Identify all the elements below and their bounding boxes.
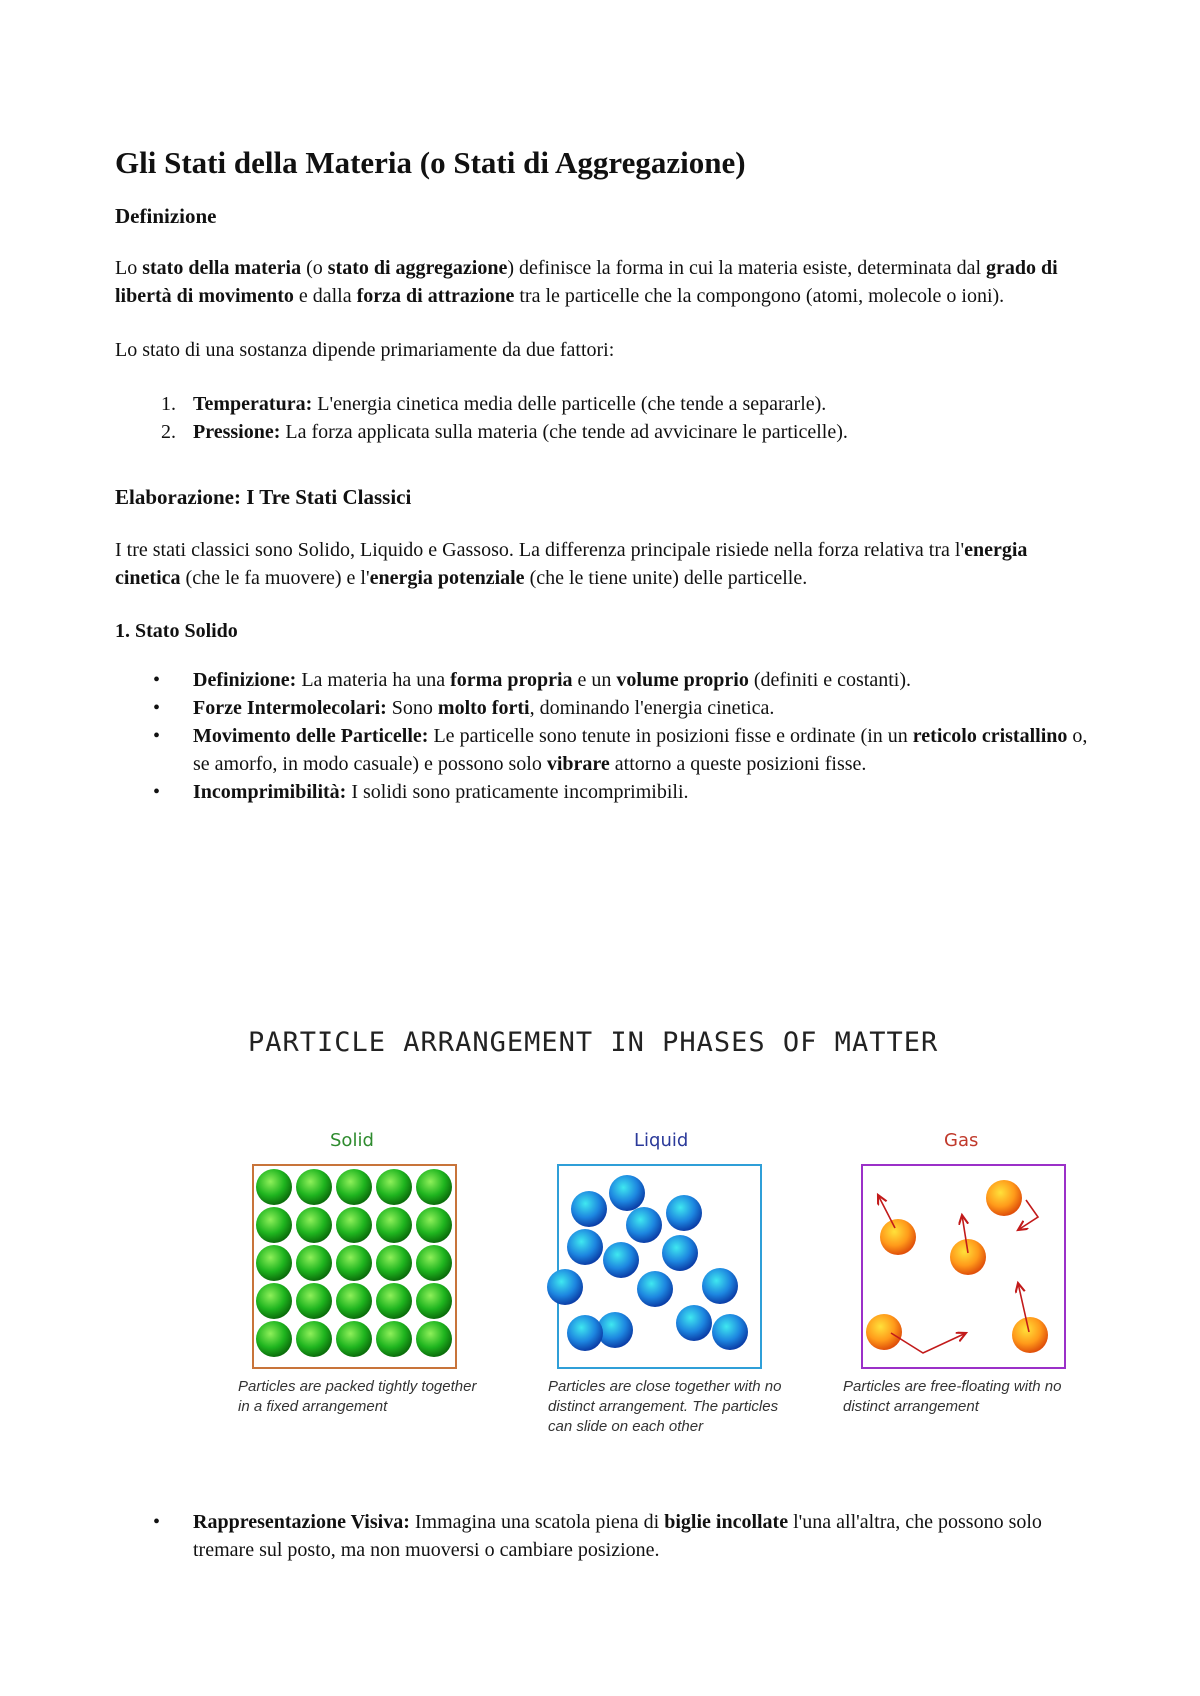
particle [416, 1321, 452, 1357]
particle [376, 1321, 412, 1357]
particle [662, 1235, 698, 1271]
particle [336, 1207, 372, 1243]
particle [880, 1219, 916, 1255]
figure-title: PARTICLE ARRANGEMENT IN PHASES OF MATTER [248, 1027, 939, 1058]
particle [986, 1180, 1022, 1216]
particle [376, 1207, 412, 1243]
factor-item: 1. Temperatura: L'energia cinetica media delle particelle (che tende a separarle). [161, 393, 827, 416]
particle [256, 1245, 292, 1281]
particle [296, 1245, 332, 1281]
particle [712, 1314, 748, 1350]
particle [416, 1169, 452, 1205]
page-title: Gli Stati della Materia (o Stati di Aggregazione) [115, 145, 746, 180]
gas-label: Gas [944, 1130, 979, 1151]
particle [376, 1245, 412, 1281]
factors-list [115, 390, 1090, 446]
particle [609, 1175, 645, 1211]
particle [416, 1245, 452, 1281]
factors-intro: Lo stato di una sostanza dipende primariamente da due fattori: [115, 339, 615, 362]
particle [256, 1207, 292, 1243]
particle [866, 1314, 902, 1350]
particle [336, 1321, 372, 1357]
elaboration-paragraph: I tre stati classici sono Solido, Liquido e Gassoso. La differenza principale risiede nella forza relativa tra l'energia cinetica (che le fa muovere) e l'energia potenziale (che le tiene unite) delle particelle. [115, 538, 1028, 589]
list-item: • Incomprimibilità: I solidi sono praticamente incomprimibili. [153, 780, 689, 803]
gas-caption: Particles are free-floating with no distinct arrangement [843, 1378, 1062, 1415]
particle [571, 1191, 607, 1227]
definition-heading: Definizione [115, 204, 217, 229]
particle [637, 1271, 673, 1307]
arrow-icon [891, 1333, 966, 1353]
list-item: • Movimento delle Particelle: Le particelle sono tenute in posizioni fisse e ordinate (in un reticolo cristallino o, se amorfo, in modo casuale) e possono solo vibrare attorno a queste posizioni fisse. [153, 724, 1088, 775]
list-item: • Forze Intermolecolari: Sono molto forti, dominando l'energia cinetica. [153, 696, 775, 719]
particle [376, 1169, 412, 1205]
list-item: • Definizione: La materia ha una forma propria e un volume proprio (definiti e costanti). [153, 668, 912, 691]
particle [336, 1169, 372, 1205]
particle [296, 1283, 332, 1319]
particle [296, 1321, 332, 1357]
particle [336, 1283, 372, 1319]
solid-particles [256, 1169, 452, 1357]
solid-properties-list [115, 666, 1090, 806]
liquid-caption: Particles are close together with no distinct arrangement. The particles can slide on each other [548, 1378, 782, 1435]
particle [296, 1207, 332, 1243]
visual-representation-section [115, 1508, 1090, 1590]
particle [256, 1283, 292, 1319]
gas-particles [866, 1180, 1048, 1353]
particle [567, 1229, 603, 1265]
arrow-icon [878, 1195, 895, 1228]
particle [626, 1207, 662, 1243]
particle [666, 1195, 702, 1231]
particle [950, 1239, 986, 1275]
particle [603, 1242, 639, 1278]
particle [256, 1321, 292, 1357]
document-body [115, 144, 1090, 832]
particle [256, 1169, 292, 1205]
liquid-label: Liquid [634, 1130, 689, 1151]
visual-list [115, 1508, 1090, 1564]
particle [567, 1315, 603, 1351]
particle [336, 1245, 372, 1281]
solid-label: Solid [330, 1130, 374, 1151]
factor-item: 2. Pressione: La forza applicata sulla materia (che tende ad avvicinare le particelle). [161, 421, 848, 444]
particle [547, 1269, 583, 1305]
particle [296, 1169, 332, 1205]
particle [376, 1283, 412, 1319]
particle [1012, 1317, 1048, 1353]
arrow-icon [1018, 1200, 1038, 1230]
particle [416, 1207, 452, 1243]
definition-paragraph: Lo stato della materia (o stato di aggregazione) definisce la forma in cui la materia esiste, determinata dal grado di libertà di movimento e dalla forza di attrazione tra le particelle che la compongono (atomi, molecole o ioni). [115, 257, 1058, 308]
particle [702, 1268, 738, 1304]
elaboration-heading: Elaborazione: I Tre Stati Classici [115, 485, 412, 510]
list-item: • Rappresentazione Visiva: Immagina una scatola piena di biglie incollate l'una all'altra, che possono solo tremare sul posto, ma non muoversi o cambiare posizione. [153, 1511, 1042, 1561]
particle [416, 1283, 452, 1319]
particle [676, 1305, 712, 1341]
solid-state-heading: 1. Stato Solido [115, 619, 238, 642]
solid-caption: Particles are packed tightly together in a fixed arrangement [238, 1378, 477, 1415]
liquid-particles [547, 1175, 748, 1351]
phases-figure [238, 1015, 1078, 1485]
